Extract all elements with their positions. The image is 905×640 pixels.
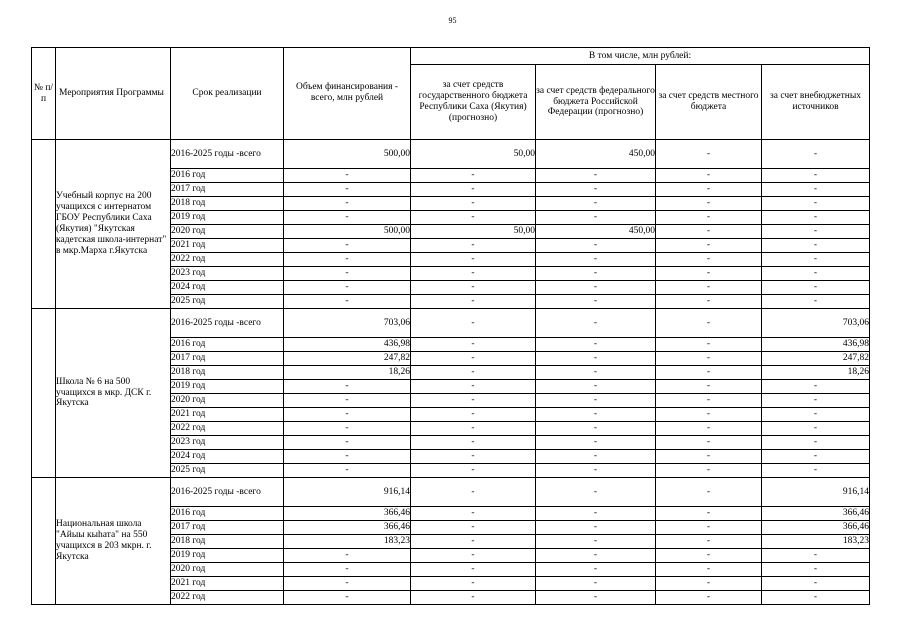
total-cell: - [284,394,411,408]
total-cell: - [284,408,411,422]
extra-cell: 247,82 [762,352,870,366]
local-cell: - [656,535,762,549]
period-cell: 2016-2025 годы -всего [171,309,284,338]
federal-cell: - [536,281,656,295]
federal-cell: - [536,183,656,197]
local-cell: - [656,267,762,281]
extra-cell: - [762,563,870,577]
total-cell: 703,06 [284,309,411,338]
state-cell: - [411,366,536,380]
table-row-total [32,478,870,507]
total-cell: 500,00 [284,225,411,239]
period-cell: 2020 год [171,563,284,577]
total-cell: - [284,281,411,295]
period-cell: 2016 год [171,338,284,352]
project-name: Учебный корпус на 200 учащихся с интернатом ГБОУ Республики Саха (Якутия) "Якутская кадетская школа-интернат" в мкр.Марха г.Якутска [56,140,171,309]
header-num: № п/п [32,48,56,140]
total-cell: - [284,380,411,394]
extra-cell: - [762,295,870,309]
header-including: В том числе, млн рублей: [411,48,870,65]
local-cell: - [656,352,762,366]
total-cell: - [284,183,411,197]
extra-cell: 703,06 [762,309,870,338]
local-cell: - [656,211,762,225]
federal-cell: - [536,450,656,464]
local-cell: - [656,338,762,352]
total-cell: - [284,211,411,225]
local-cell: - [656,422,762,436]
total-cell: 247,82 [284,352,411,366]
state-cell: - [411,408,536,422]
local-cell: - [656,436,762,450]
extra-cell: - [762,183,870,197]
total-cell: - [284,591,411,605]
total-cell: - [284,239,411,253]
local-cell: - [656,549,762,563]
federal-cell: - [536,549,656,563]
state-cell: 50,00 [411,140,536,169]
period-cell: 2017 год [171,352,284,366]
extra-cell: 183,23 [762,535,870,549]
extra-cell: - [762,422,870,436]
extra-cell: 436,98 [762,338,870,352]
period-cell: 2016-2025 годы -всего [171,478,284,507]
header-activity: Мероприятия Программы [56,48,171,140]
extra-cell: - [762,450,870,464]
local-cell: - [656,464,762,478]
state-cell: - [411,521,536,535]
page-number: 95 [448,16,457,25]
total-cell: - [284,464,411,478]
state-cell: 50,00 [411,225,536,239]
federal-cell: - [536,507,656,521]
extra-cell: - [762,225,870,239]
period-cell: 2019 год [171,549,284,563]
total-cell: - [284,267,411,281]
state-cell: - [411,267,536,281]
state-cell: - [411,549,536,563]
period-cell: 2020 год [171,394,284,408]
state-cell: - [411,281,536,295]
federal-cell: - [536,591,656,605]
period-cell: 2016-2025 годы -всего [171,140,284,169]
total-cell: - [284,422,411,436]
state-cell: - [411,535,536,549]
period-cell: 2024 год [171,450,284,464]
local-cell: - [656,521,762,535]
local-cell: - [656,281,762,295]
total-cell: 436,98 [284,338,411,352]
header-local-budget: за счет средств местного бюджета [656,65,762,140]
header-total: Объем финансирования - всего, млн рублей [284,48,411,140]
period-cell: 2022 год [171,422,284,436]
period-cell: 2023 год [171,267,284,281]
extra-cell: - [762,140,870,169]
extra-cell: - [762,549,870,563]
row-index-cell [32,309,56,478]
federal-cell: - [536,577,656,591]
state-cell: - [411,563,536,577]
total-cell: 916,14 [284,478,411,507]
total-cell: - [284,295,411,309]
federal-cell: - [536,408,656,422]
state-cell: - [411,169,536,183]
period-cell: 2022 год [171,253,284,267]
federal-cell: 450,00 [536,140,656,169]
extra-cell: - [762,239,870,253]
total-cell: 18,26 [284,366,411,380]
state-cell: - [411,478,536,507]
state-cell: - [411,577,536,591]
local-cell: - [656,450,762,464]
local-cell: - [656,591,762,605]
local-cell: - [656,225,762,239]
local-cell: - [656,380,762,394]
period-cell: 2024 год [171,281,284,295]
period-cell: 2019 год [171,211,284,225]
local-cell: - [656,183,762,197]
extra-cell: - [762,267,870,281]
federal-cell: - [536,267,656,281]
federal-cell: - [536,239,656,253]
federal-cell: - [536,478,656,507]
total-cell: - [284,197,411,211]
extra-cell: 916,14 [762,478,870,507]
extra-cell: - [762,197,870,211]
total-cell: - [284,436,411,450]
state-cell: - [411,352,536,366]
period-cell: 2021 год [171,577,284,591]
federal-cell: - [536,394,656,408]
local-cell: - [656,140,762,169]
federal-cell: - [536,464,656,478]
extra-cell: - [762,464,870,478]
federal-cell: - [536,422,656,436]
extra-cell: 366,46 [762,507,870,521]
state-cell: - [411,295,536,309]
table-row-total [32,140,870,169]
federal-cell: - [536,352,656,366]
extra-cell: - [762,211,870,225]
federal-cell: - [536,366,656,380]
period-cell: 2020 год [171,225,284,239]
extra-cell: - [762,169,870,183]
total-cell: 183,23 [284,535,411,549]
state-cell: - [411,450,536,464]
extra-cell: - [762,408,870,422]
extra-cell: - [762,281,870,295]
local-cell: - [656,507,762,521]
federal-cell: - [536,338,656,352]
state-cell: - [411,380,536,394]
state-cell: - [411,239,536,253]
extra-cell: - [762,380,870,394]
extra-cell: - [762,577,870,591]
state-cell: - [411,422,536,436]
header-state-budget: за счет средств государственного бюджета Республики Саха (Якутия) (прогнозно) [411,65,536,140]
total-cell: - [284,169,411,183]
period-cell: 2019 год [171,380,284,394]
extra-cell: 366,46 [762,521,870,535]
period-cell: 2022 год [171,591,284,605]
federal-cell: 450,00 [536,225,656,239]
total-cell: 366,46 [284,521,411,535]
header-period: Срок реализации [171,48,284,140]
total-cell: 366,46 [284,507,411,521]
federal-cell: - [536,380,656,394]
local-cell: - [656,309,762,338]
local-cell: - [656,169,762,183]
federal-cell: - [536,211,656,225]
period-cell: 2017 год [171,183,284,197]
state-cell: - [411,309,536,338]
local-cell: - [656,197,762,211]
state-cell: - [411,507,536,521]
local-cell: - [656,394,762,408]
period-cell: 2018 год [171,366,284,380]
extra-cell: - [762,591,870,605]
state-cell: - [411,197,536,211]
period-cell: 2021 год [171,408,284,422]
project-name: Национальная школа "Айыы кыhата" на 550 учащихся в 203 мкрн. г. Якутска [56,478,171,605]
period-cell: 2023 год [171,436,284,450]
period-cell: 2017 год [171,521,284,535]
local-cell: - [656,295,762,309]
federal-cell: - [536,521,656,535]
extra-cell: - [762,253,870,267]
row-index-cell [32,478,56,605]
federal-cell: - [536,295,656,309]
extra-cell: - [762,394,870,408]
total-cell: - [284,253,411,267]
federal-cell: - [536,436,656,450]
total-cell: - [284,450,411,464]
federal-cell: - [536,197,656,211]
total-cell: - [284,563,411,577]
row-index-cell [32,140,56,309]
header-extra-budget: за счет внебюджетных источников [762,65,870,140]
state-cell: - [411,253,536,267]
local-cell: - [656,577,762,591]
state-cell: - [411,591,536,605]
federal-cell: - [536,309,656,338]
period-cell: 2016 год [171,169,284,183]
period-cell: 2016 год [171,507,284,521]
period-cell: 2018 год [171,197,284,211]
local-cell: - [656,478,762,507]
extra-cell: 18,26 [762,366,870,380]
local-cell: - [656,253,762,267]
period-cell: 2021 год [171,239,284,253]
federal-cell: - [536,535,656,549]
funding-table [31,47,870,605]
extra-cell: - [762,436,870,450]
local-cell: - [656,239,762,253]
state-cell: - [411,183,536,197]
local-cell: - [656,366,762,380]
local-cell: - [656,408,762,422]
table-row-total [32,309,870,338]
federal-cell: - [536,563,656,577]
period-cell: 2025 год [171,295,284,309]
period-cell: 2018 год [171,535,284,549]
state-cell: - [411,464,536,478]
federal-cell: - [536,253,656,267]
header-federal-budget: за счет средств федерального бюджета Российской Федерации (прогнозно) [536,65,656,140]
period-cell: 2025 год [171,464,284,478]
state-cell: - [411,338,536,352]
total-cell: - [284,549,411,563]
total-cell: 500,00 [284,140,411,169]
state-cell: - [411,436,536,450]
state-cell: - [411,394,536,408]
project-name: Школа № 6 на 500 учащихся в мкр. ДСК г. Якутска [56,309,171,478]
local-cell: - [656,563,762,577]
federal-cell: - [536,169,656,183]
state-cell: - [411,211,536,225]
total-cell: - [284,577,411,591]
